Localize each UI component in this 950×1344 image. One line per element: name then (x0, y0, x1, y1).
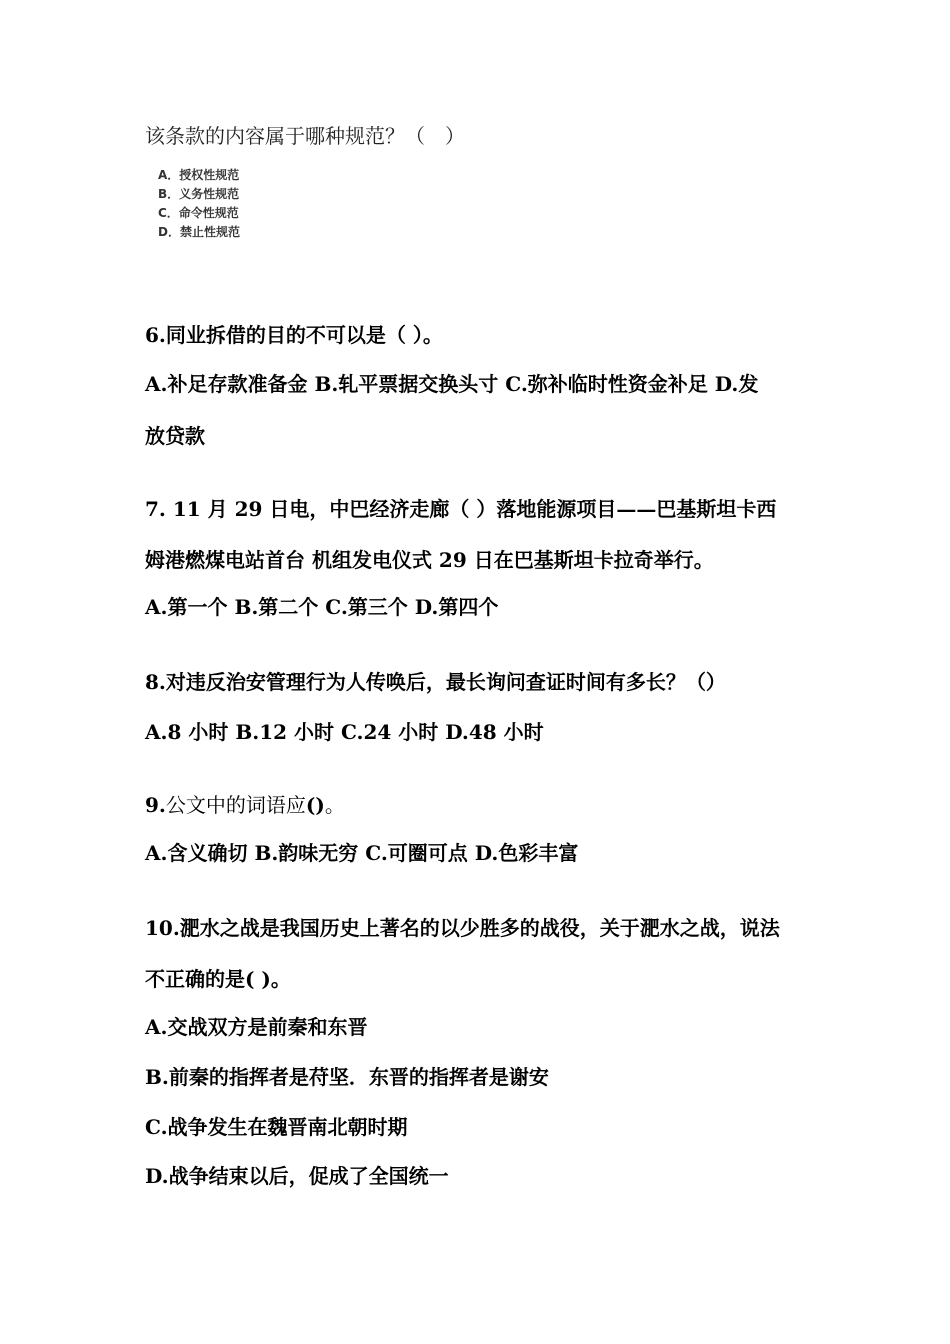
q6-stem: 6.同业拆借的目的不可以是（ ）。 (145, 323, 443, 347)
q9-stem-end: 。 (324, 793, 345, 817)
q5-stem: 该条款的内容属于哪种规范？（ ） (145, 124, 465, 148)
q9-stem-text: 公文中的词语应 (165, 793, 306, 817)
q10-option-c: C.战争发生在魏晋南北朝时期 (145, 1115, 408, 1139)
q6-options-line2: 放贷款 (145, 424, 205, 448)
q10-stem-line1: 10.淝水之战是我国历史上著名的以少胜多的战役，关于淝水之战，说法 (145, 916, 780, 940)
q8-stem: 8.对违反治安管理行为人传唤后，最长询问查证时间有多长？（） (145, 670, 726, 694)
q10-option-d: D.战争结束以后，促成了全国统一 (145, 1164, 449, 1188)
q7-stem-line1: 7. 11 月 29 日电，中巴经济走廊（ ）落地能源项目——巴基斯坦卡西 (145, 497, 777, 521)
q9-paren: () (305, 793, 325, 817)
q6-options-line1: A.补足存款准备金 B.轧平票据交换头寸 C.弥补临时性资金补足 D.发 (145, 372, 759, 396)
q7-stem-line2: 姆港燃煤电站首台 机组发电仪式 29 日在巴基斯坦卡拉奇举行。 (145, 548, 714, 572)
q5-option-a: A．授权性规范 (158, 168, 240, 182)
q8-options: A.8 小时 B.12 小时 C.24 小时 D.48 小时 (145, 720, 544, 744)
q9-number: 9. (145, 793, 166, 817)
q10-option-a: A.交战双方是前秦和东晋 (145, 1015, 368, 1039)
q7-options: A.第一个 B.第二个 C.第三个 D.第四个 (145, 595, 499, 619)
q9-options: A.含义确切 B.韵味无穷 C.可圈可点 D.色彩丰富 (145, 841, 579, 865)
q10-stem-line2: 不正确的是( )。 (145, 967, 291, 991)
q5-option-b: B．义务性规范 (158, 187, 240, 201)
q5-option-d: D．禁止性规范 (158, 225, 240, 239)
q10-option-b: B.前秦的指挥者是苻坚．东晋的指挥者是谢安 (145, 1065, 549, 1089)
q5-option-c: C．命令性规范 (158, 206, 239, 220)
q9-stem (145, 795, 345, 815)
